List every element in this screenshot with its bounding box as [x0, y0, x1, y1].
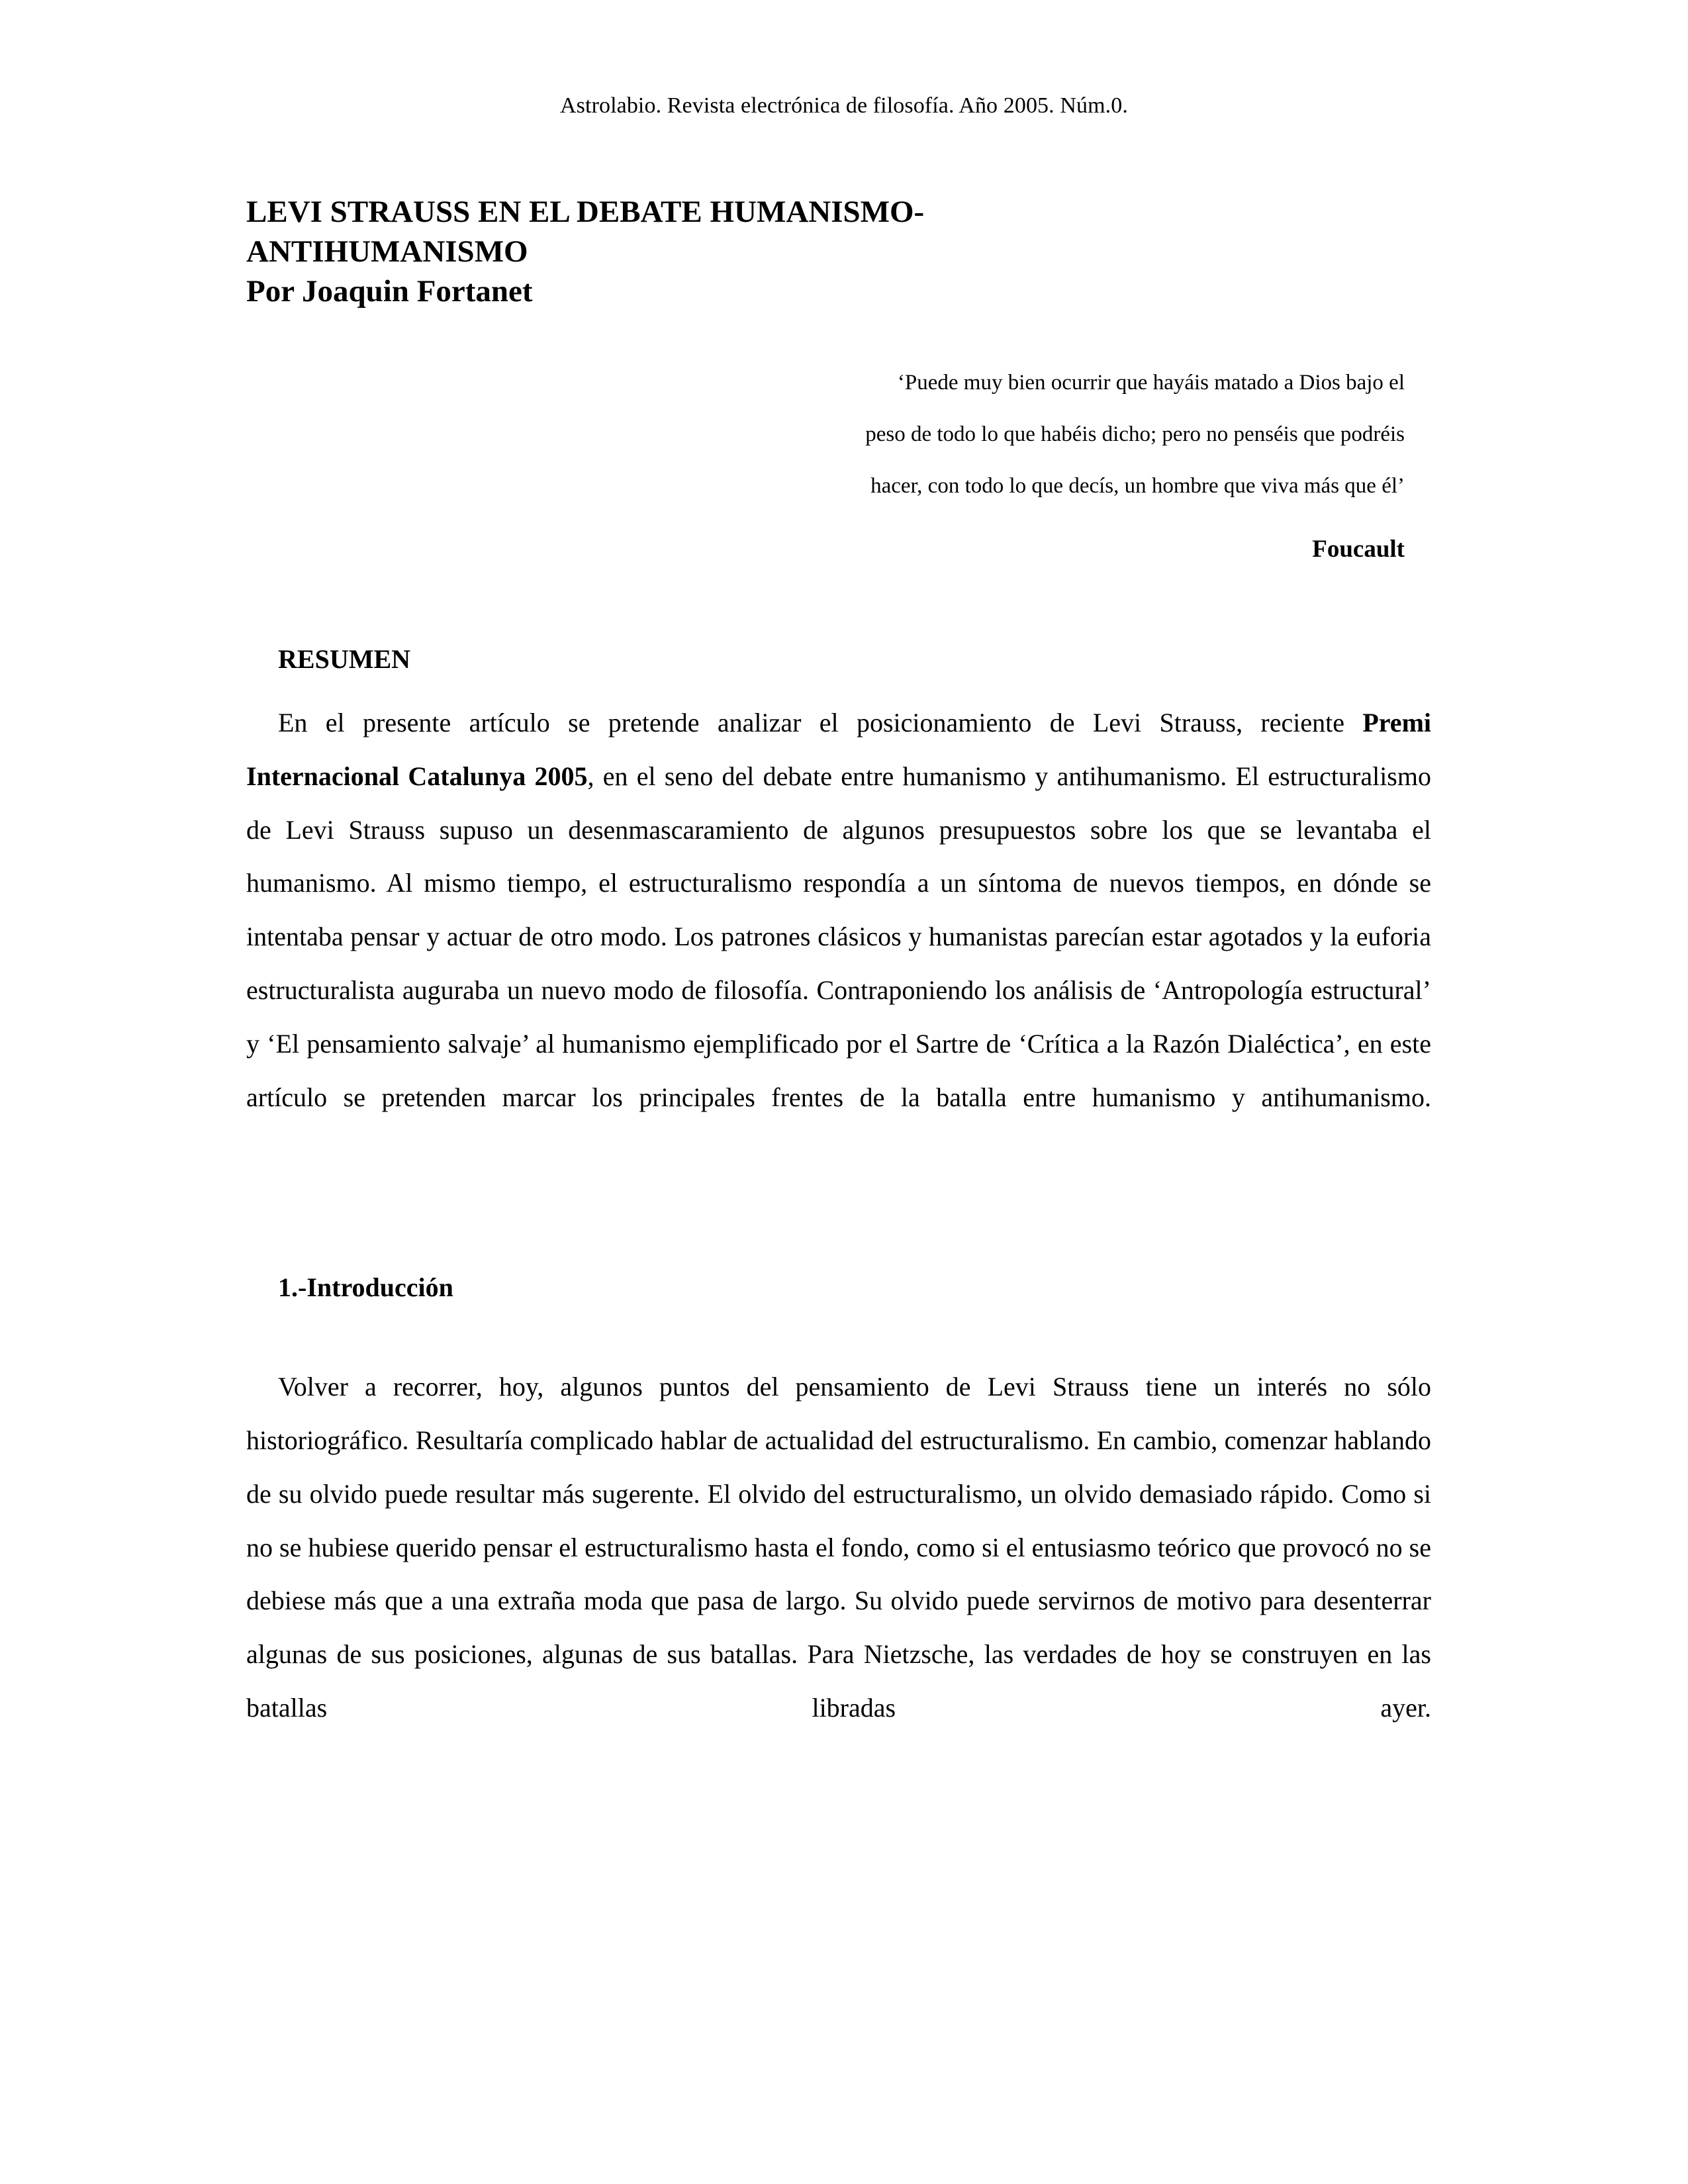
epigraph-line-3: hacer, con todo lo que decís, un hombre que viva más que él’ — [870, 473, 1405, 498]
abstract-text-part-2: , en el seno del debate entre humanismo y antihumanismo. El estructuralismo de Levi Strauss supuso un desenmascaramiento de algunos presupuestos sobre los que se levantaba el humanismo. Al mismo tiempo, el estructuralismo respondía a un síntoma de nuevos tiempos, en dónde se intentaba pensar y actuar de otro modo. Los patrones clásicos y humanistas parecían estar agotados y la euforia estructuralista auguraba un nuevo modo de filosofía. Contraponiendo los análisis de ‘Antropología estructural’ y ‘El pensamiento salvaje’ al humanismo ejemplificado por el Sartre de ‘Crítica a la Razón Dialéctica’, en este artículo se pretenden marcar los principales frentes de la batalla entre humanismo y antihumanismo. — [246, 761, 1431, 1112]
abstract-paragraph — [246, 696, 1431, 1178]
epigraph-line-1: ‘Puede muy bien ocurrir que hayáis matado a Dios bajo el — [897, 371, 1405, 395]
abstract-text-part-1: En el presente artículo se pretende analizar el posicionamiento de Levi Strauss, reciente — [278, 708, 1363, 738]
running-head: Astrolabio. Revista electrónica de filosofía. Año 2005. Núm.0. — [560, 93, 1128, 118]
author-byline: Por Joaquin Fortanet — [246, 274, 533, 309]
epigraph-line-2: peso de todo lo que habéis dicho; pero no penséis que podréis — [865, 422, 1405, 447]
introduction-heading: 1.-Introducción — [278, 1272, 453, 1303]
epigraph-attribution: Foucault — [1312, 536, 1405, 563]
abstract-heading: RESUMEN — [278, 644, 411, 675]
epigraph-block — [524, 357, 1405, 579]
page-content — [246, 192, 1431, 1789]
page-title — [246, 192, 1431, 311]
page-title-line-1: LEVI STRAUSS EN EL DEBATE HUMANISMO- — [246, 195, 925, 229]
page-title-line-2: ANTIHUMANISMO — [246, 234, 528, 269]
introduction-paragraph: Volver a recorrer, hoy, algunos puntos del pensamiento de Levi Strauss tiene un interés no sólo historiográfico. Resultaría complicado hablar de actualidad del estructuralismo. En cambio, comenzar hablando de su olvido puede resultar más sugerente. El olvido del estructuralismo, un olvido demasiado rápido. Como si no se hubiese querido pensar el estructuralismo hasta el fondo, como si el entusiasmo teórico que provocó no se debiese más que a una extraña moda que pasa de largo. Su olvido puede servirnos de motivo para desenterrar algunas de sus posiciones, algunas de sus batallas. Para Nietzsche, las verdades de hoy se construyen en las batallas libradas ayer. — [246, 1372, 1431, 1723]
abstract-award-emphasis: Premi Internacional Catalunya 2005 — [246, 708, 1431, 791]
